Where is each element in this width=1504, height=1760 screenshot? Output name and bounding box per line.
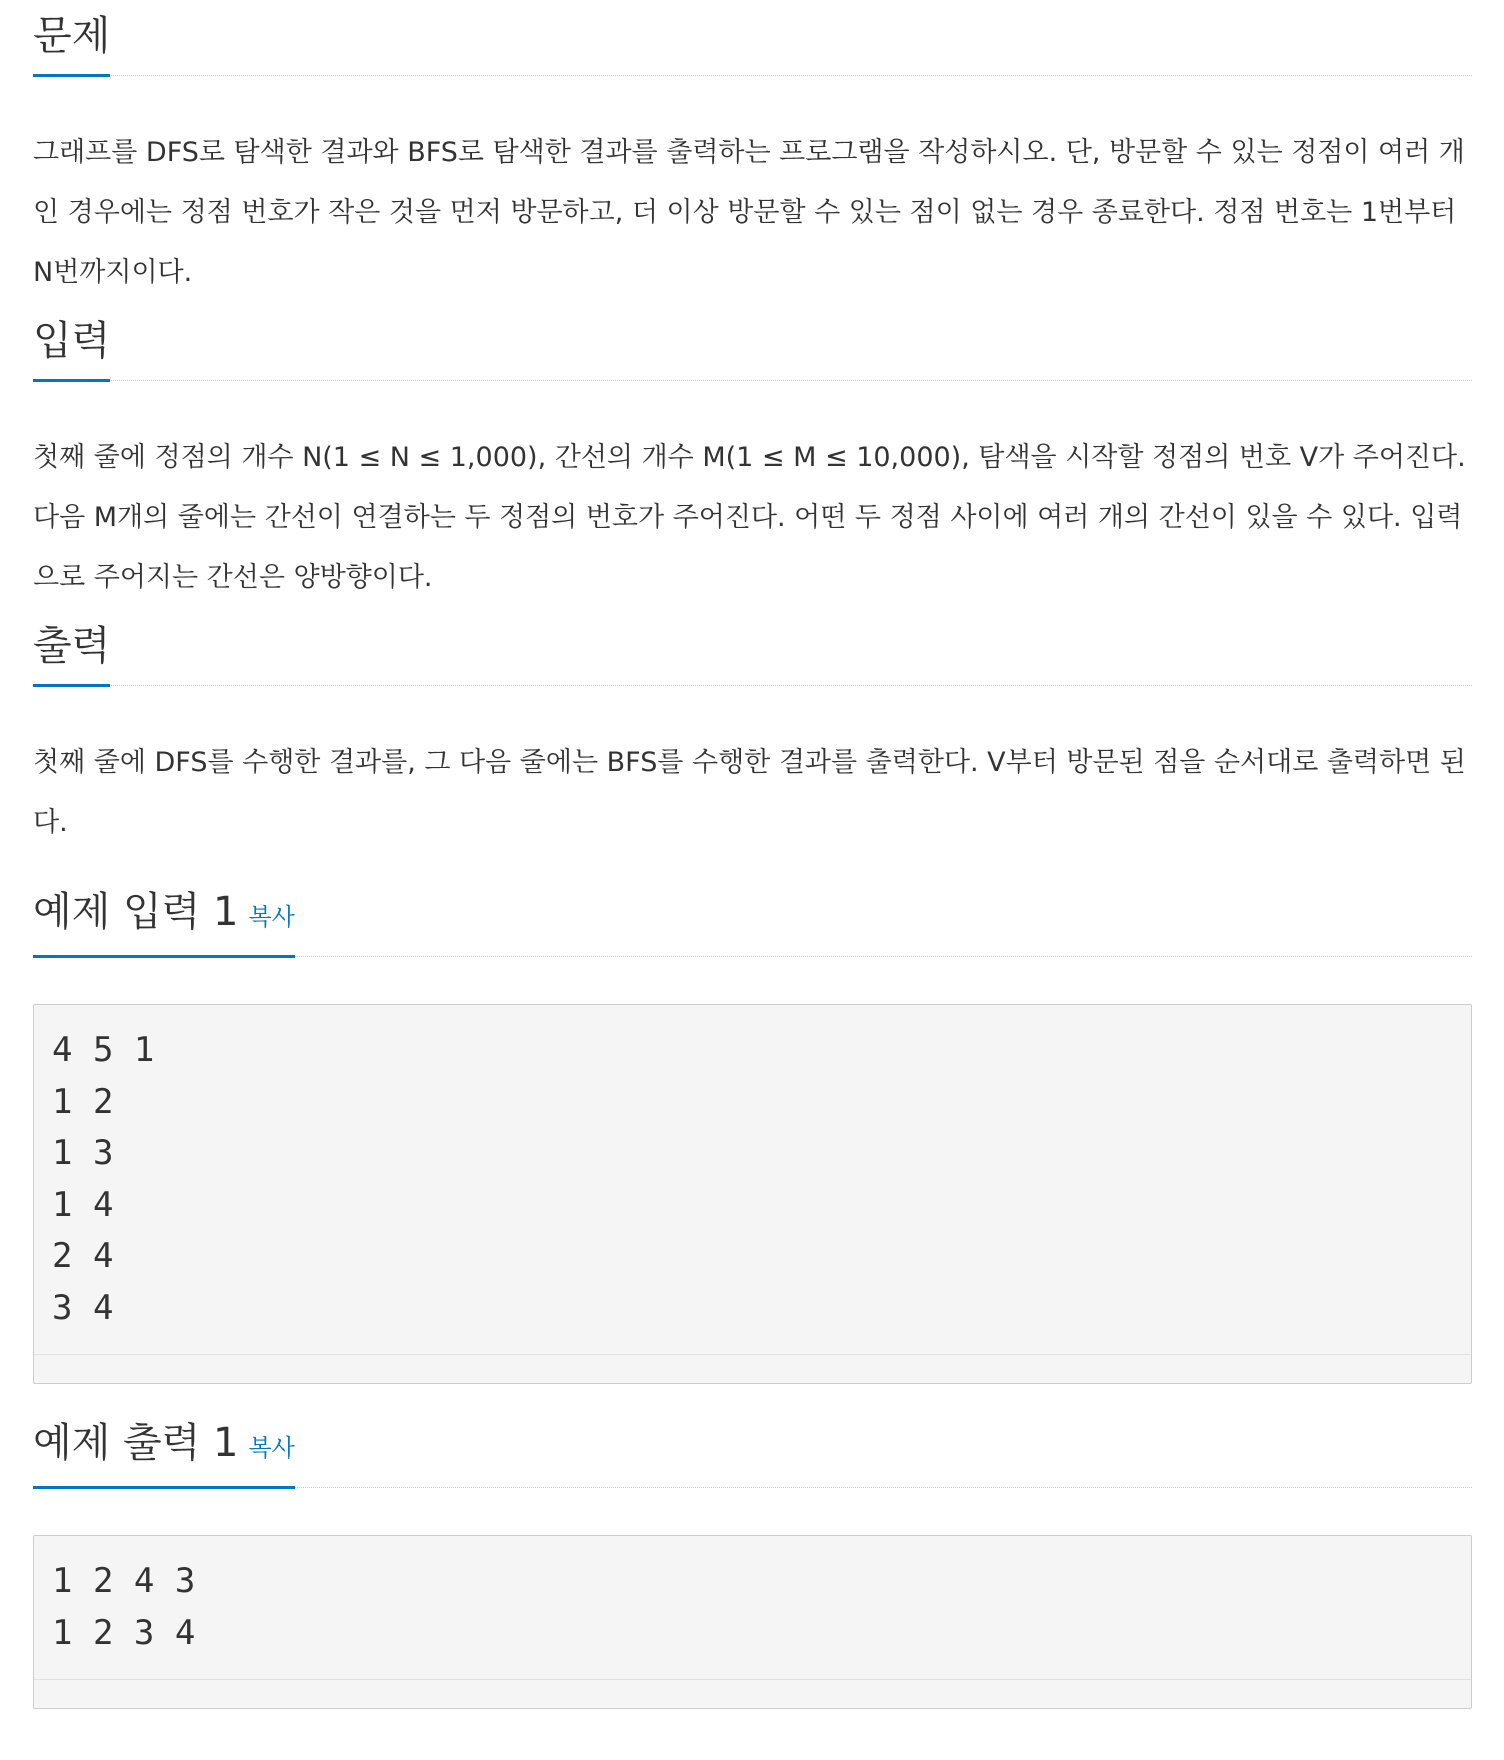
problem-section bbox=[33, 0, 1472, 303]
sample-output-heading-text: 예제 출력 1 bbox=[33, 1420, 239, 1466]
input-heading-text: 입력 bbox=[33, 318, 111, 364]
problem-heading-text: 문제 bbox=[33, 13, 111, 59]
dotted-divider bbox=[33, 380, 1472, 381]
input-description: 첫째 줄에 정점의 개수 N(1 ≤ N ≤ 1,000), 간선의 개수 M(1 ≤ M ≤ 10,000), 탐색을 시작할 정점의 번호 V가 주어진다. 다음 M개의 줄에는 간선이 연결하는 두 정점의 번호가 주어진다. 어떤 두 정점 사이에 여러 개의 간선이 있을 수 있다. 입력으로 주어지는 간선은 양방향이다. bbox=[33, 442, 1466, 593]
sample-input-box bbox=[33, 1004, 1472, 1384]
output-heading bbox=[33, 622, 110, 687]
copy-sample-output-button[interactable]: 복사 bbox=[248, 1434, 295, 1462]
sample-input-headline bbox=[33, 881, 1472, 958]
input-headline bbox=[33, 305, 1472, 382]
sample-box-footer bbox=[34, 1355, 1471, 1383]
problem-heading bbox=[33, 12, 110, 77]
output-heading-text: 출력 bbox=[33, 623, 111, 669]
output-section bbox=[33, 610, 1472, 853]
input-section bbox=[33, 305, 1472, 608]
sample-output-content[interactable]: 1 2 4 3 1 2 3 4 bbox=[34, 1536, 1471, 1680]
dotted-divider bbox=[33, 685, 1472, 686]
problem-description: 그래프를 DFS로 탐색한 결과와 BFS로 탐색한 결과를 출력하는 프로그램을 작성하시오. 단, 방문할 수 있는 정점이 여러 개인 경우에는 정점 번호가 작은 것을 먼저 방문하고, 더 이상 방문할 수 있는 점이 없는 경우 종료한다. 정점 번호는 1번부터 N번까지이다. bbox=[33, 137, 1465, 288]
problem-page bbox=[33, 0, 1472, 1709]
sample-output-headline bbox=[33, 1412, 1472, 1489]
sample-box-footer bbox=[34, 1680, 1471, 1708]
input-heading bbox=[33, 317, 110, 382]
sample-output-heading bbox=[33, 1419, 295, 1489]
sample-input-heading bbox=[33, 888, 295, 958]
output-headline bbox=[33, 610, 1472, 687]
sample-output-box bbox=[33, 1535, 1472, 1709]
output-description: 첫째 줄에 DFS를 수행한 결과를, 그 다음 줄에는 BFS를 수행한 결과를 출력한다. V부터 방문된 점을 순서대로 출력하면 된다. bbox=[33, 747, 1466, 838]
sample-output-section bbox=[33, 1412, 1472, 1709]
sample-input-content[interactable]: 4 5 1 1 2 1 3 1 4 2 4 3 4 bbox=[34, 1005, 1471, 1355]
problem-headline bbox=[33, 0, 1472, 77]
sample-input-section bbox=[33, 881, 1472, 1384]
copy-sample-input-button[interactable]: 복사 bbox=[248, 903, 295, 931]
sample-input-heading-text: 예제 입력 1 bbox=[33, 889, 239, 935]
dotted-divider bbox=[33, 75, 1472, 76]
